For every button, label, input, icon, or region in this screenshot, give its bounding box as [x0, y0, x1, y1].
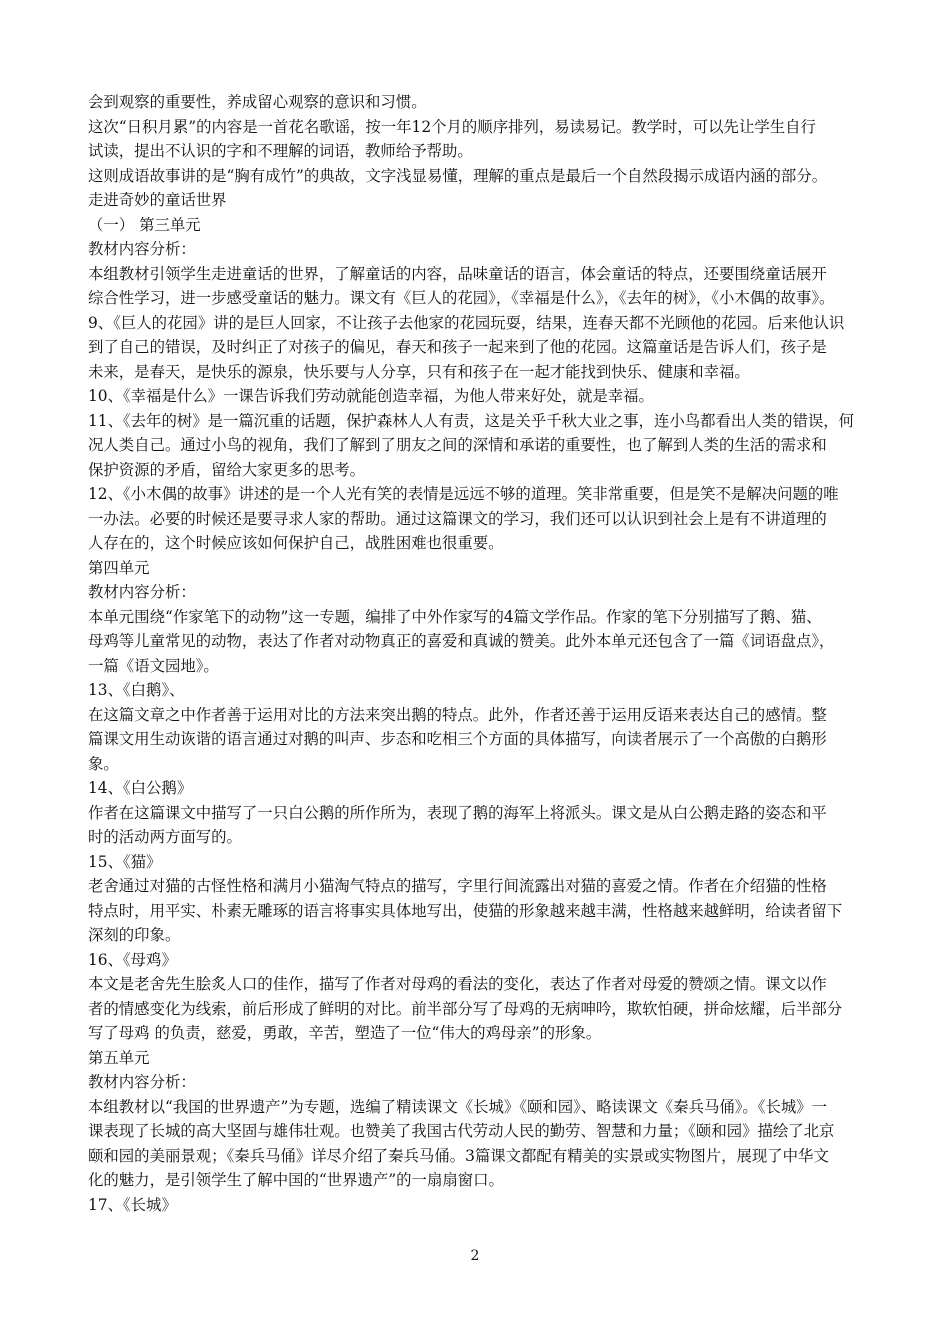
text-line: 化的魅力，是引领学生了解中国的“世界遗产”的一扇扇窗口。 [88, 1171, 504, 1189]
lesson-heading: 15、《猫》 [88, 852, 162, 871]
text-line: 写了母鸡 的负责，慈爱，勇敢，辛苦，塑造了一位“伟大的鸡母亲”的形象。 [88, 1024, 602, 1042]
subheading: 教材内容分析： [88, 1073, 196, 1091]
text-line: 本组教材以“我国的世界遗产”为专题，选编了精读课文《长城》《颐和园》、略读课文《秦兵马俑》。《长城》一 [88, 1097, 828, 1116]
text-line: 12、《小木偶的故事》讲述的是一个人光有笑的表情是远远不够的道理。笑非常重要，但是笑不是解决问题的唯 [88, 485, 839, 503]
text-line: 这则成语故事讲的是“胸有成竹”的典故，文字浅显易懂，理解的重点是最后一个自然段揭示成语内涵的部分。 [88, 166, 828, 185]
text-line: 况人类自己。通过小鸟的视角，我们了解到了朋友之间的深情和承诺的重要性，也了解到人类的生活的需求和 [88, 436, 827, 454]
page-number: 2 [470, 1248, 480, 1264]
text-line: 篇课文用生动诙谐的语言通过对鹅的叫声、步态和吃相三个方面的具体描写，向读者展示了一个高傲的白鹅形 [88, 730, 827, 748]
section-title: 走进奇妙的童话世界 [88, 191, 227, 209]
text-line: 保护资源的矛盾，留给大家更多的思考。 [88, 460, 366, 479]
text-line: 在这篇文章之中作者善于运用对比的方法来突出鹅的特点。此外，作者还善于运用反语来表达自己的感情。整 [88, 705, 827, 724]
lesson-heading: 17、《长城》 [88, 1195, 177, 1214]
document-body [88, 90, 880, 1217]
text-line: 象。 [88, 754, 119, 773]
text-line: 会到观察的重要性，养成留心观察的意识和习惯。 [88, 93, 427, 111]
text-line: 人存在的，这个时候应该如何保护自己，战胜困难也很重要。 [88, 534, 504, 552]
text-line: 深刻的印象。 [88, 926, 181, 944]
text-line: 作者在这篇课文中描写了一只白公鹅的所作所为，表现了鹅的海军上将派头。课文是从白公鹅走路的姿态和平 [88, 803, 827, 822]
unit-heading: 第五单元 [88, 1048, 150, 1067]
text-line: 一篇《语文园地》。 [88, 656, 219, 675]
text-line: 课表现了长城的高大坚固与雄伟壮观。也赞美了我国古代劳动人民的勤劳、智慧和力量；《颐和园》描绘了北京 [88, 1122, 835, 1140]
text-line: 颐和园的美丽景观；《秦兵马俑》详尽介绍了秦兵马俑。3篇课文都配有精美的实景或实物图片，展现了中华文 [88, 1146, 829, 1165]
text-line: 本单元围绕“作家笔下的动物”这一专题，编排了中外作家写的4篇文学作品。作家的笔下分别描写了鹅、猫、 [88, 607, 822, 626]
text-line: 10、《幸福是什么》一课告诉我们劳动就能创造幸福，为他人带来好处，就是幸福。 [88, 387, 654, 405]
text-line: 未来，是春天，是快乐的源泉，快乐要与人分享，只有和孩子在一起才能找到快乐、健康和幸福。 [88, 362, 750, 381]
text-line: 到了自己的错误，及时纠正了对孩子的偏见，春天和孩子一起来到了他的花园。这篇童话是告诉人们，孩子是 [88, 338, 827, 356]
text-line: 综合性学习，进一步感受童话的魅力。课文有《巨人的花园》，《幸福是什么》，《去年的树》，《小木偶的故事》。 [88, 289, 835, 307]
text-line: 9、《巨人的花园》讲的是巨人回家，不让孩子去他家的花园玩耍，结果，连春天都不光顾他的花园。后来他认识 [88, 313, 845, 332]
text-line: 者的情感变化为线索，前后形成了鲜明的对比。前半部分写了母鸡的无病呻吟，欺软怕硬，拼命炫耀，后半部分 [88, 999, 843, 1018]
text-line: 试读，提出不认识的字和不理解的词语，教师给予帮助。 [88, 142, 473, 160]
text-line: 本文是老舍先生脍炙人口的佳作，描写了作者对母鸡的看法的变化，表达了作者对母爱的赞颂之情。课文以作 [88, 975, 827, 993]
text-line: 11、《去年的树》是一篇沉重的话题，保护森林人人有责，这是关乎千秋大业之事，连小鸟都看出人类的错误，何 [88, 411, 855, 430]
lesson-heading: 16、《母鸡》 [88, 950, 177, 969]
unit-heading: 第四单元 [88, 558, 150, 577]
text-line: 时的活动两方面写的。 [88, 828, 242, 846]
lesson-heading: 14、《白公鹅》 [88, 779, 193, 797]
subheading: 教材内容分析： [88, 240, 196, 258]
subheading: 教材内容分析： [88, 583, 196, 601]
text-line: 这次“日积月累”的内容是一首花名歌谣，按一年12个月的顺序排列，易读易记。教学时，可以先让学生自行 [88, 117, 816, 136]
text-line: 老舍通过对猫的古怪性格和满月小猫淘气特点的描写，字里行间流露出对猫的喜爱之情。作者在介绍猫的性格 [88, 877, 827, 895]
text-line: 本组教材引领学生走进童话的世界，了解童话的内容，品味童话的语言，体会童话的特点，还要围绕童话展开 [88, 264, 827, 283]
text-line: 母鸡等儿童常见的动物，表达了作者对动物真正的喜爱和真诚的赞美。此外本单元还包含了一篇《词语盘点》， [88, 632, 835, 650]
lesson-heading: 13、《白鹅》、 [88, 681, 185, 699]
text-line: 特点时，用平实、朴素无雕琢的语言将事实具体地写出，使猫的形象越来越丰满，性格越来越鲜明，给读者留下 [88, 901, 843, 920]
text-line: 一办法。必要的时候还是要寻求人家的帮助。通过这篇课文的学习，我们还可以认识到社会上是有不讲道理的 [88, 509, 827, 528]
unit-heading: （一） 第三单元 [88, 215, 201, 234]
